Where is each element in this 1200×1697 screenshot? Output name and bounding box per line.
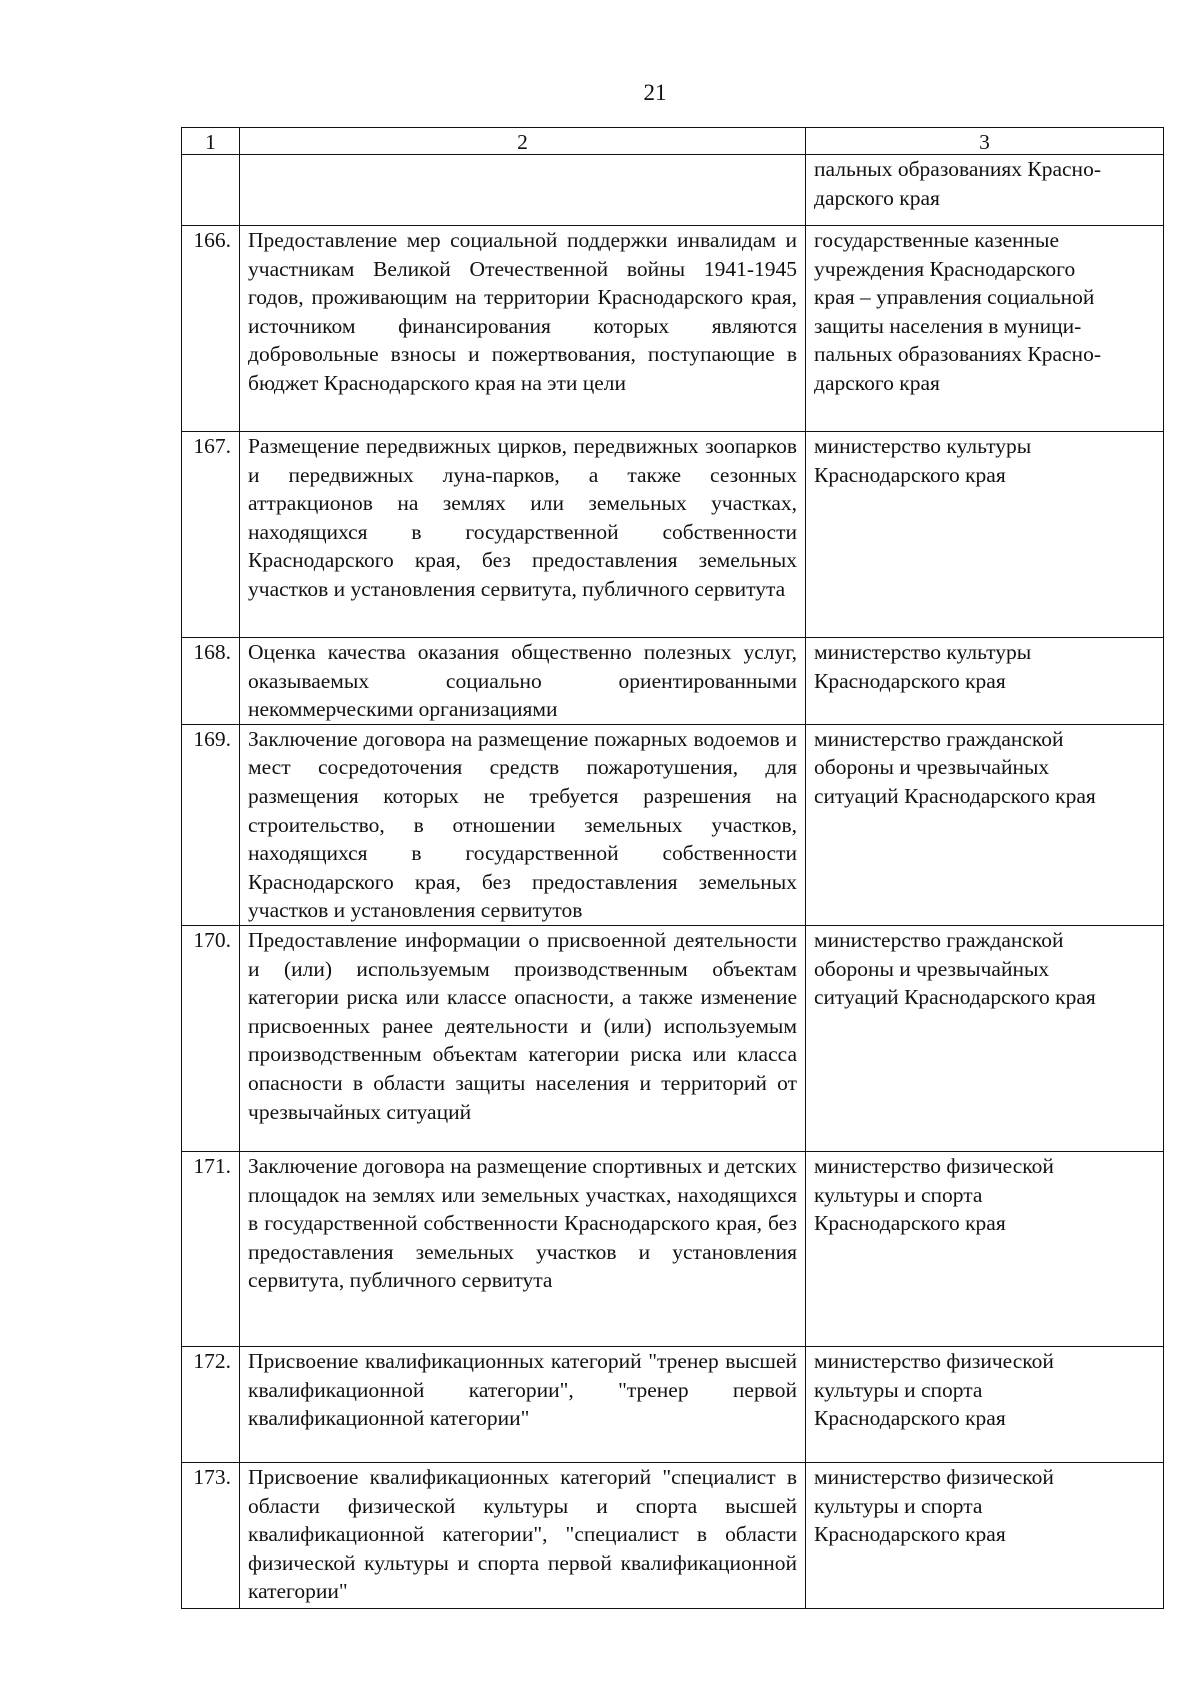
authority-line: защиты населения в муници- — [814, 313, 1082, 338]
table-header-row — [182, 128, 1164, 155]
authority-line: культуры и спорта — [814, 1493, 983, 1518]
service-description: Заключение договора на размещение спортивных и детских площадок на землях или земельных участках, находящихся в государственной собственности Краснодарского края, без предоставления земельных участков и установления сервитута, публичного сервитута — [240, 1151, 806, 1346]
table-row — [182, 226, 1164, 432]
authority-line: обороны и чрезвычайных — [814, 956, 1050, 981]
authority-line: Краснодарского края — [814, 668, 1006, 693]
authority-line: пальных образованиях Красно- — [814, 157, 1101, 181]
authority-line: учреждения Краснодарского — [814, 256, 1076, 281]
service-description: Оценка качества оказания общественно полезных услуг, оказываемых социально ориентированными некоммерческими организациями — [240, 638, 806, 725]
table-row — [182, 724, 1164, 925]
responsible-authority — [806, 724, 1164, 925]
row-number: 166. — [182, 226, 240, 432]
row-number: 173. — [182, 1462, 240, 1608]
service-description: Размещение передвижных цирков, передвижных зоопарков и передвижных луна-парков, а также сезонных аттракционов на землях или земельных участках, находящихся в государственной собственности Краснодарского края, без предоставления земельных участков и установления сервитута, публичного сервитута — [240, 432, 806, 638]
responsible-authority — [806, 226, 1164, 432]
service-description: Заключение договора на размещение пожарных водоемов и мест сосредоточения средств пожаротушения, для размещения которых не требуется разрешения на строительство, в отношении земельных участков, находящихся в государственной собственности Краснодарского края, без предоставления земельных участков и установления сервитутов — [240, 724, 806, 925]
authority-line: пальных образованиях Красно- — [814, 342, 1101, 367]
table-row — [182, 432, 1164, 638]
authority-line: культуры и спорта — [814, 1377, 983, 1402]
service-description: Предоставление информации о присвоенной деятельности и (или) используемым производственным объектам категории риска или классе опасности, а также изменение присвоенных ранее деятельности и (или) используемым производственным объектам категории риска или класса опасности в области защиты населения и территорий от чрезвычайных ситуаций — [240, 925, 806, 1151]
authority-line: министерство гражданской — [814, 927, 1064, 952]
page-number: 21 — [643, 80, 667, 105]
column-number-1: 1 — [182, 128, 240, 155]
row-number: 170. — [182, 925, 240, 1151]
table-row — [182, 638, 1164, 725]
authority-line: дарского края — [814, 370, 940, 395]
service-description: Присвоение квалификационных категорий "специалист в области физической культуры и спорта высшей квалификационной категории", "специалист в области физической культуры и спорта первой квалификационной категории" — [240, 1462, 806, 1608]
service-description: Присвоение квалификационных категорий "тренер высшей квалификационной категории", "тренер первой квалификационной категории" — [240, 1346, 806, 1462]
continuation-row — [182, 155, 1164, 226]
table-row — [182, 1462, 1164, 1608]
authority-line: Краснодарского края — [814, 1211, 1006, 1236]
table-row — [182, 1151, 1164, 1346]
authority-line: Краснодарского края — [814, 1406, 1006, 1431]
authority-line: министерство культуры — [814, 640, 1032, 664]
row-number: 169. — [182, 724, 240, 925]
service-description — [240, 155, 806, 226]
authority-line: ситуаций Краснодарского края — [814, 985, 1096, 1010]
authority-line: министерство физической — [814, 1153, 1054, 1178]
services-table — [181, 127, 1164, 1609]
row-number: 171. — [182, 1151, 240, 1346]
row-number: 172. — [182, 1346, 240, 1462]
authority-line: дарского края — [814, 185, 940, 210]
row-number: 167. — [182, 432, 240, 638]
authority-line: министерство физической — [814, 1464, 1054, 1489]
responsible-authority — [806, 638, 1164, 725]
authority-line: культуры и спорта — [814, 1182, 983, 1207]
responsible-authority — [806, 1346, 1164, 1462]
authority-line: министерство физической — [814, 1348, 1054, 1373]
row-number: 168. — [182, 638, 240, 725]
authority-line: края – управления социальной — [814, 285, 1095, 310]
responsible-authority — [806, 925, 1164, 1151]
authority-line: министерство гражданской — [814, 726, 1064, 751]
authority-line: министерство культуры — [814, 434, 1032, 458]
authority-line: Краснодарского края — [814, 1522, 1006, 1547]
row-number — [182, 155, 240, 226]
authority-line: обороны и чрезвычайных — [814, 755, 1050, 780]
authority-line: Краснодарского края — [814, 462, 1006, 487]
responsible-authority — [806, 432, 1164, 638]
authority-line: государственные казенные — [814, 228, 1060, 252]
responsible-authority — [806, 1151, 1164, 1346]
column-number-2: 2 — [240, 128, 806, 155]
table-row — [182, 925, 1164, 1151]
authority-line: ситуаций Краснодарского края — [814, 783, 1096, 808]
responsible-authority — [806, 155, 1164, 226]
column-number-3: 3 — [806, 128, 1164, 155]
responsible-authority — [806, 1462, 1164, 1608]
table-row — [182, 1346, 1164, 1462]
service-description: Предоставление мер социальной поддержки инвалидам и участникам Великой Отечественной войны 1941-1945 годов, проживающим на территории Краснодарского края, источником финансирования которых являются добровольные взносы и пожертвования, поступающие в бюджет Краснодарского края на эти цели — [240, 226, 806, 432]
